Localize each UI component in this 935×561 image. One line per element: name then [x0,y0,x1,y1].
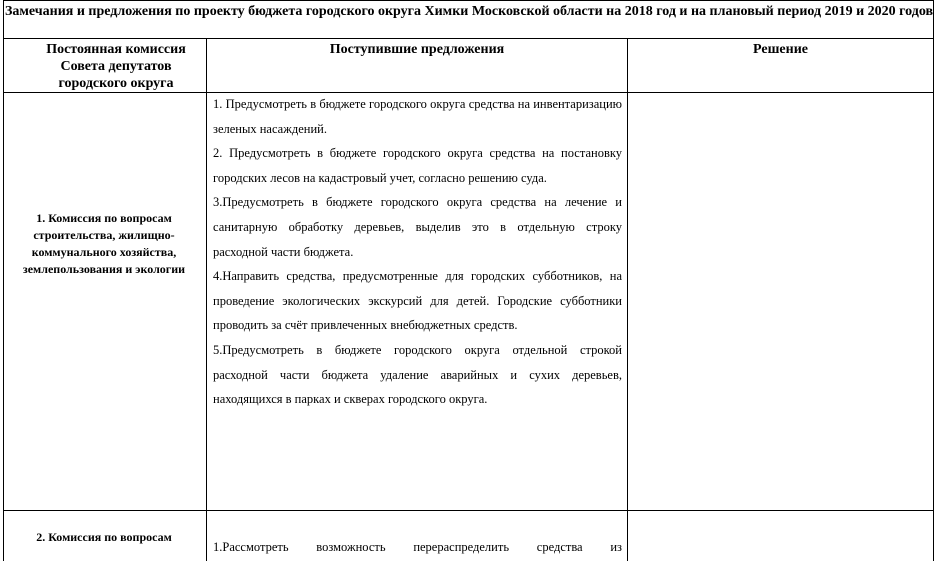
list-item: 2. Предусмотреть в бюджете городского округа средства на постановку городских лесов на кадастровый учет, согласно решению суда. [213,146,622,185]
column-divider-1 [206,38,207,561]
list-item: 4.Направить средства, предусмотренные для городских субботников, на проведение экологических экскурсий для детей. Городские субботники проводить за счёт привлеченных внебюджетных средств. [213,269,622,333]
table-border-left [3,0,4,561]
proposals-list [213,92,622,412]
list-item: 1. Предусмотреть в бюджете городского округа средства на инвентаризацию зеленых насаждений. [213,97,622,136]
column-header-proposals: Поступившие предложения [329,42,505,57]
row-divider [3,510,934,511]
list-item: 1.Рассмотреть возможность перераспределить средства из [213,540,622,554]
list-item: 5.Предусмотреть в бюджете городского округа отдельной строкой расходной части бюджета удаление аварийных и сухих деревьев, находящихся в парках и скверах городского округа. [213,342,622,407]
commission-name: 1. Комиссия по вопросам строительства, жилищно-коммунального хозяйства, землепользования и экологии [22,211,186,276]
column-header-decision: Решение [753,42,808,57]
column-header-commission: Постоянная комиссия Совета депутатов городского округа [46,42,186,91]
commission-name: 2. Комиссия по вопросам [36,530,172,544]
document-title: Замечания и предложения по проекту бюджета городского округа Химки Московской области на 2018 год и на плановый период 2019 и 2020 годов [4,4,934,19]
table-border-top [3,0,934,1]
list-item: 3.Предусмотреть в бюджете городского округа средства на лечение и санитарную обработку деревьев, выделив это в отдельную строку расходной части бюджета. [213,195,622,259]
column-divider-2 [627,38,628,561]
title-divider [3,38,934,39]
table-border-right [933,0,934,561]
